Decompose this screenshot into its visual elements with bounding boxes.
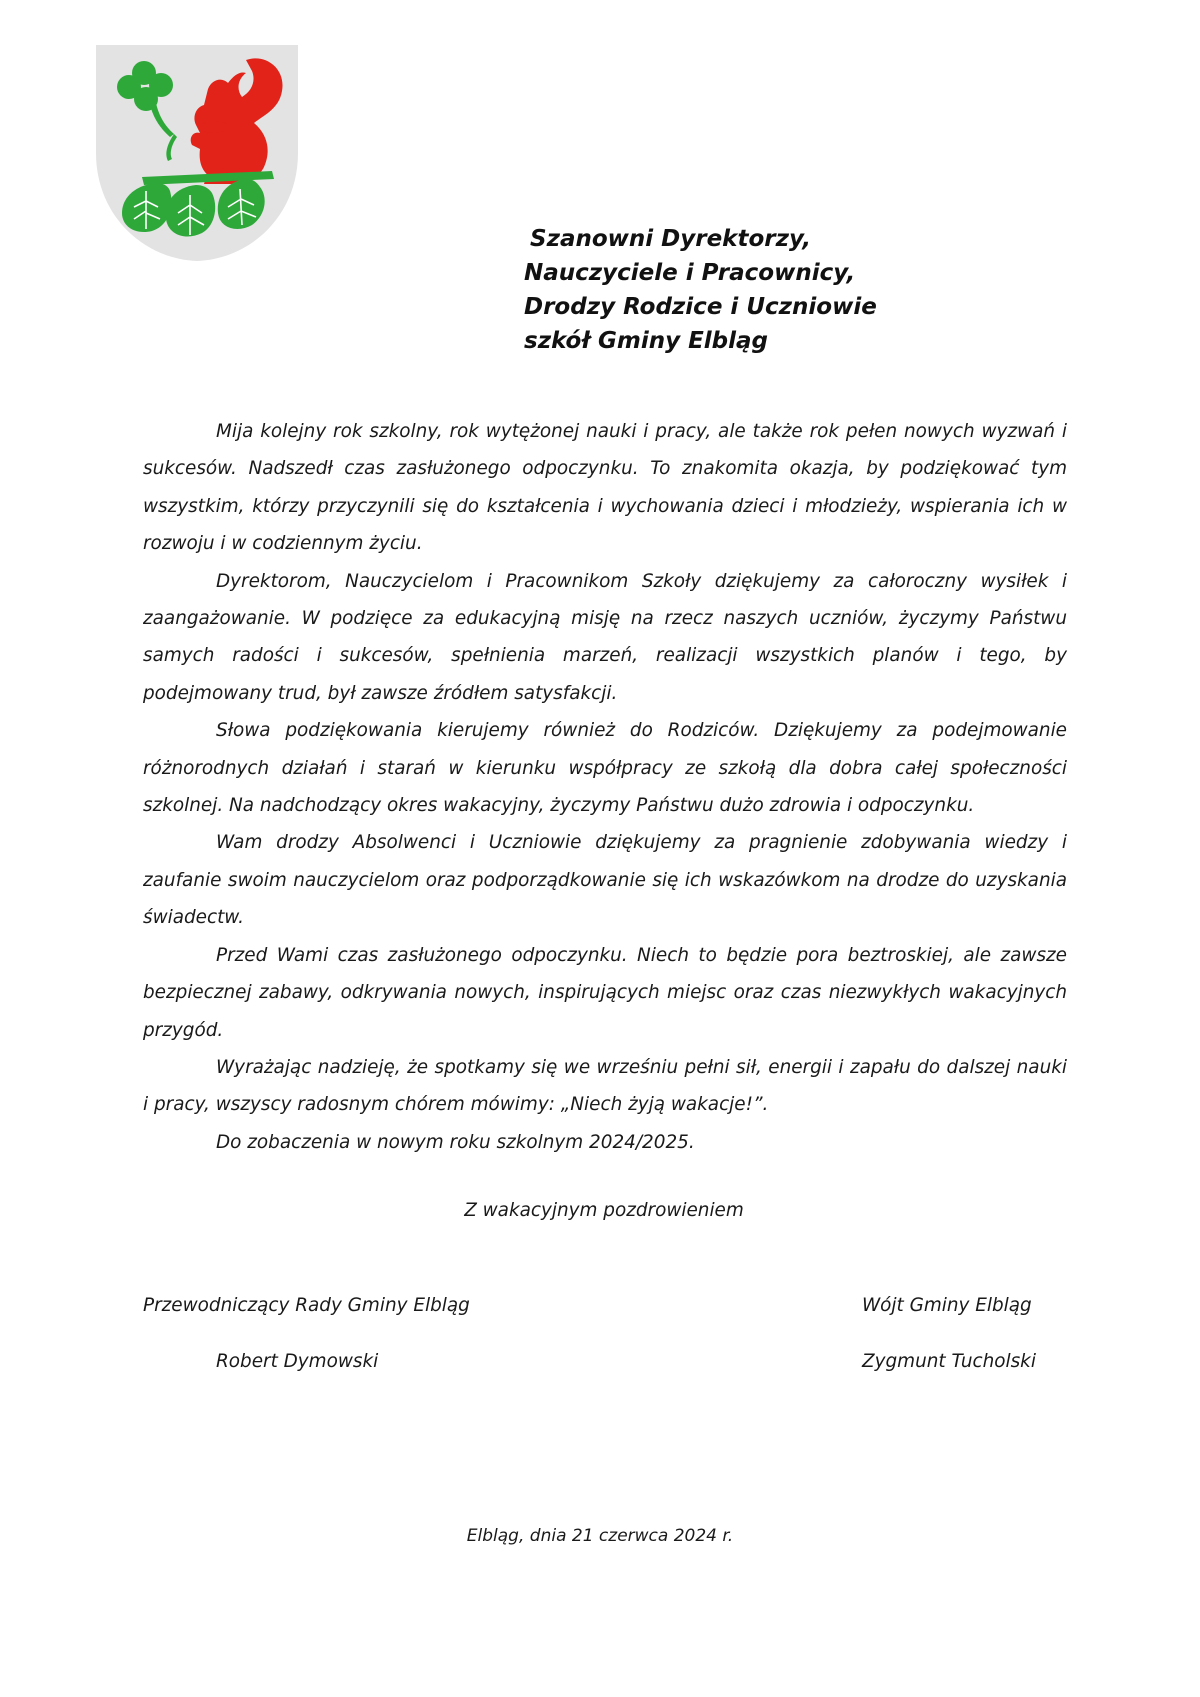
signature-left-title: Przewodniczący Rady Gminy Elbląg [143,1295,470,1316]
closing-salutation: Z wakacyjnym pozdrowieniem [464,1200,744,1221]
paragraph: Do zobaczenia w nowym roku szkolnym 2024/2025. [216,1131,695,1153]
greeting-block [524,222,877,358]
signature-left-name: Robert Dymowski [216,1351,379,1372]
paragraph: Mija kolejny rok szkolny, rok wytężonej nauki i pracy, ale także rok pełen nowych wyzwań i sukcesów. Nadszedł czas zasłużonego odpoczynku. To znakomita okazja, by podziękować tym wszystkim, którzy przyczynili się do kształcenia i wychowania dzieci i młodzieży, wspierania ich w rozwoju i w codziennym życiu. [143,421,1067,555]
greeting-line: Nauczyciele i Pracownicy, [524,260,856,286]
greeting-line: szkół Gminy Elbląg [524,328,769,354]
paragraph: Wyrażając nadzieję, że spotkamy się we wrześniu pełni sił, energii i zapału do dalszej nauki i pracy, wszyscy radosnym chórem mówimy: „Niech żyją wakacje!”. [143,1056,1067,1116]
signature-right-name: Zygmunt Tucholski [862,1351,1036,1372]
paragraph: Dyrektorom, Nauczycielom i Pracownikom Szkoły dziękujemy za całoroczny wysiłek i zaangażowanie. W podzięce za edukacyjną misję na rzecz naszych uczniów, życzymy Państwu samych radości i sukcesów, spełnienia marzeń, realizacji wszystkich planów i tego, by podejmowany trud, był zawsze źródłem satysfakcji. [143,570,1067,704]
paragraph: Wam drodzy Absolwenci i Uczniowie dziękujemy za pragnienie zdobywania wiedzy i zaufanie swoim nauczycielom oraz podporządkowanie się ich wskazówkom na drodze do uzyskania świadectw. [143,832,1067,929]
greeting-line: Drodzy Rodzice i Uczniowie [524,294,877,320]
paragraph: Przed Wami czas zasłużonego odpoczynku. Niech to będzie pora beztroskiej, ale zawsze bezpiecznej zabawy, odkrywania nowych, inspirujących miejsc oraz czas niezwykłych wakacyjnych przygód. [143,944,1067,1041]
paragraph: Słowa podziękowania kierujemy również do Rodziców. Dziękujemy za podejmowanie różnorodnych działań i starań w kierunku współpracy ze szkołą dla dobra całej społeczności szkolnej. Na nadchodzący okres wakacyjny, życzymy Państwu dużo zdrowia i odpoczynku. [143,720,1067,817]
coat-of-arms-logo [96,45,298,261]
date-line: Elbląg, dnia 21 czerwca 2024 r. [466,1526,734,1546]
greeting-line: Szanowni Dyrektorzy, [530,226,811,252]
letter-body [143,413,1067,1161]
signature-right-title: Wójt Gminy Elbląg [862,1295,1032,1316]
